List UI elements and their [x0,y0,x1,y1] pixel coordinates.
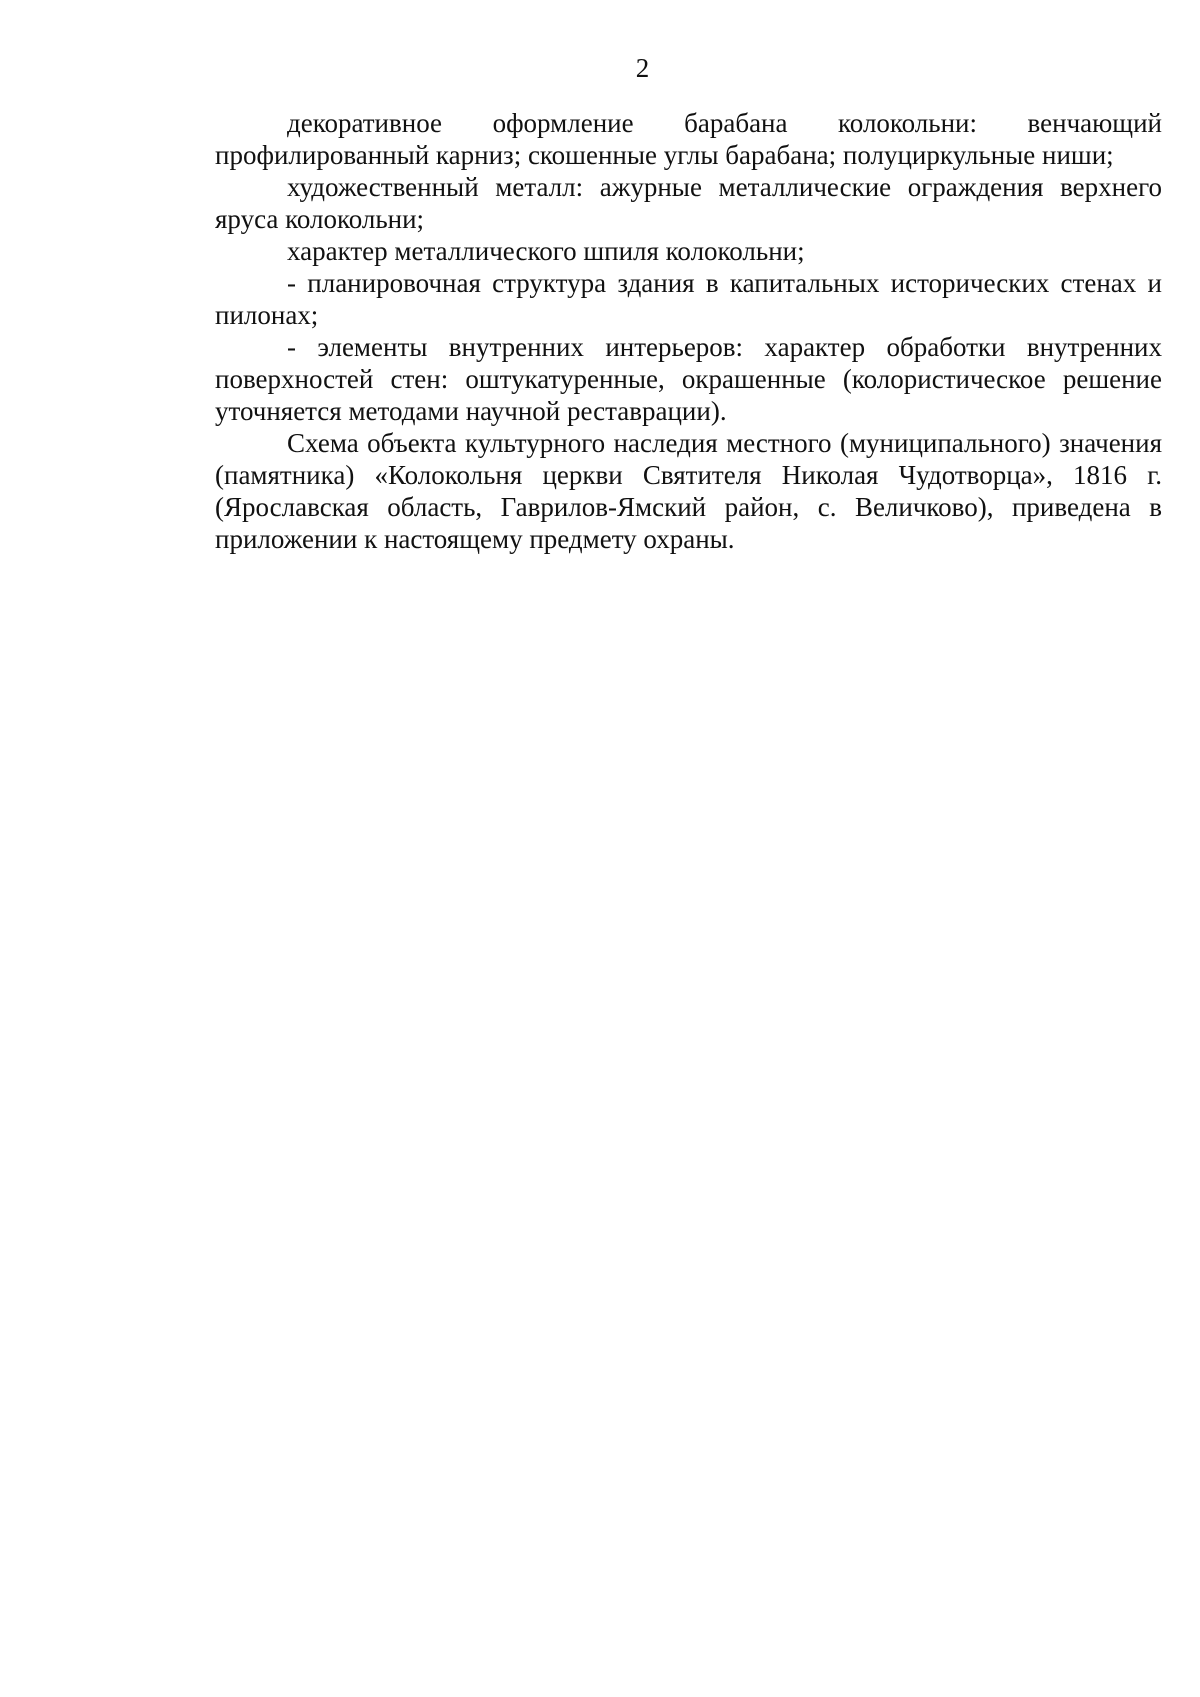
paragraph-interior-elements: - элементы внутренних интерьеров: характер обработки внутренних поверхностей стен: оштукатуренные, окрашенные (колористическое решение уточняется методами научной реставрации). [215,332,1162,426]
paragraph-artistic-metal: художественный металл: ажурные металлические ограждения верхнего яруса колокольни; [215,172,1162,234]
paragraph-planning-structure: - планировочная структура здания в капитальных исторических стенах и пилонах; [215,268,1162,330]
paragraph-bell-drum-decoration: декоративное оформление барабана колокольни: венчающий профилированный карниз; скошенные углы барабана; полуциркульные ниши; [215,108,1162,170]
page-number: 2 [635,53,650,83]
paragraph-metal-spire: характер металлического шпиля колокольни; [287,236,805,266]
paragraph-scheme-reference: Схема объекта культурного наследия местного (муниципального) значения (памятника) «Колокольня церкви Святителя Николая Чудотворца», 1816 г. (Ярославская область, Гаврилов-Ямский район, с. Величково), приведена в приложении к настоящему предмету охраны. [215,428,1162,554]
document-body [215,107,1162,555]
